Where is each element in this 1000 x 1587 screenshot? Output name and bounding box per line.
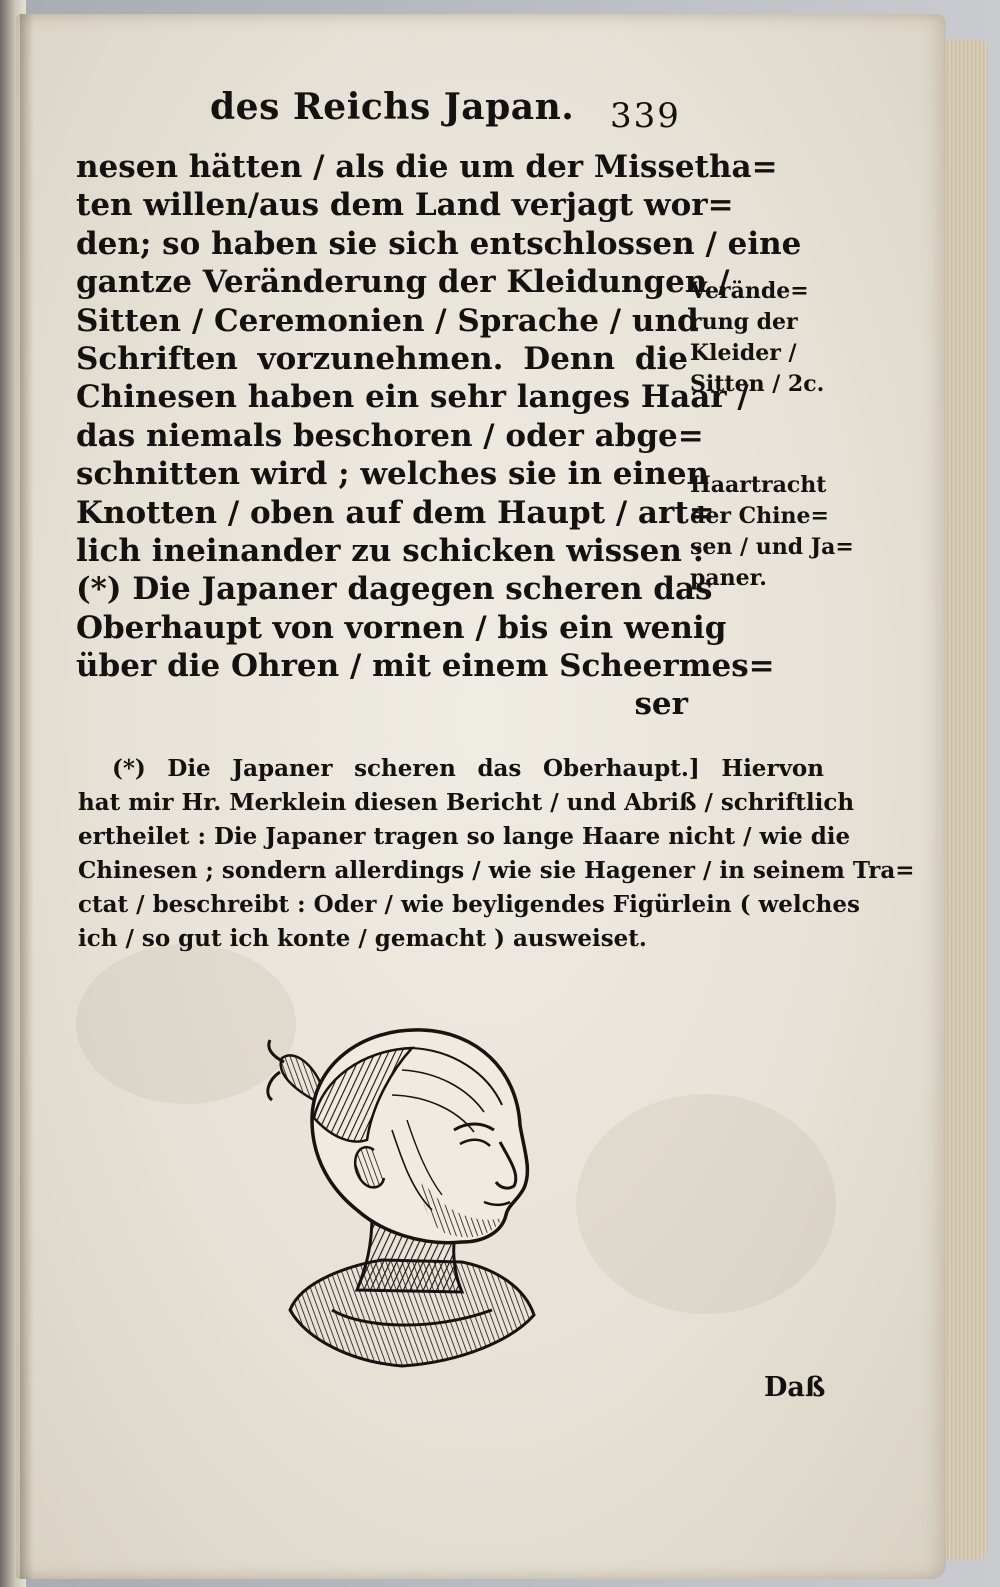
page-gutter-shadow [20, 14, 34, 1579]
sidenote-line: Verände= [690, 278, 809, 304]
text-line: den; so haben sie sich entschlossen / eine [76, 225, 802, 262]
sidenote-line: Kleider / [690, 340, 797, 366]
text-line: über die Ohren / mit einem Scheermes= [76, 648, 775, 685]
text-line: Schriften vorzunehmen. Denn die [76, 340, 688, 377]
sidenote-line: der Chine= [690, 503, 829, 529]
sidenote-line: rung der [690, 309, 798, 335]
text-line: nesen hätten / als die um der Missetha= [76, 149, 778, 185]
page-number: 339 [610, 96, 681, 136]
running-title: des Reichs Japan. [210, 86, 575, 128]
text-line: Oberhaupt von vornen / bis ein wenig [76, 609, 727, 646]
text-line-catch: ser [634, 686, 688, 723]
sidenote-veraenderung [690, 276, 830, 400]
footnote-line: Chinesen ; sondern allerdings / wie sie Hagener / in seinem Tra= [78, 857, 915, 884]
text-line: Chinesen haben ein sehr langes Haar / [76, 379, 749, 416]
catchword: Daß [764, 1372, 826, 1403]
footnote-line: ich / so gut ich konte / gemacht ) ausweiset. [78, 925, 647, 952]
footnote-line: hat mir Hr. Merklein diesen Bericht / und Abriß / schriftlich [78, 789, 855, 816]
footnote-line: ctat / beschreibt : Oder / wie beyligendes Figürlein ( welches [78, 891, 860, 918]
text-line: (*) Die Japaner dagegen scheren das [76, 571, 713, 608]
text-line: gantze Veränderung der Kleidungen / [76, 264, 730, 301]
woodcut-japanese-head-icon [262, 1010, 548, 1382]
paper-stain [576, 1094, 836, 1314]
sidenote-line: paner. [690, 565, 767, 591]
text-line: schnitten wird ; welches sie in einen [76, 456, 710, 493]
sidenote-line: Haartracht [690, 472, 827, 498]
text-line: ten willen/aus dem Land verjagt wor= [76, 187, 734, 224]
sidenote-haartracht [690, 470, 854, 594]
sidenote-line: Sitten / 2c. [690, 371, 825, 397]
footnote-block [78, 752, 915, 956]
footnote-line: ertheilet : Die Japaner tragen so lange Haare nicht / wie die [78, 823, 851, 850]
sidenote-line: sen / und Ja= [690, 534, 854, 560]
text-line: lich ineinander zu schicken wissen : [76, 532, 705, 569]
footnote-line: (*) Die Japaner scheren das Oberhaupt.] Hiervon [112, 755, 824, 782]
text-line: Sitten / Ceremonien / Sprache / und [76, 302, 699, 339]
text-line: das niemals beschoren / oder abge= [76, 417, 704, 454]
text-line: Knotten / oben auf dem Haupt / art= [76, 494, 715, 531]
